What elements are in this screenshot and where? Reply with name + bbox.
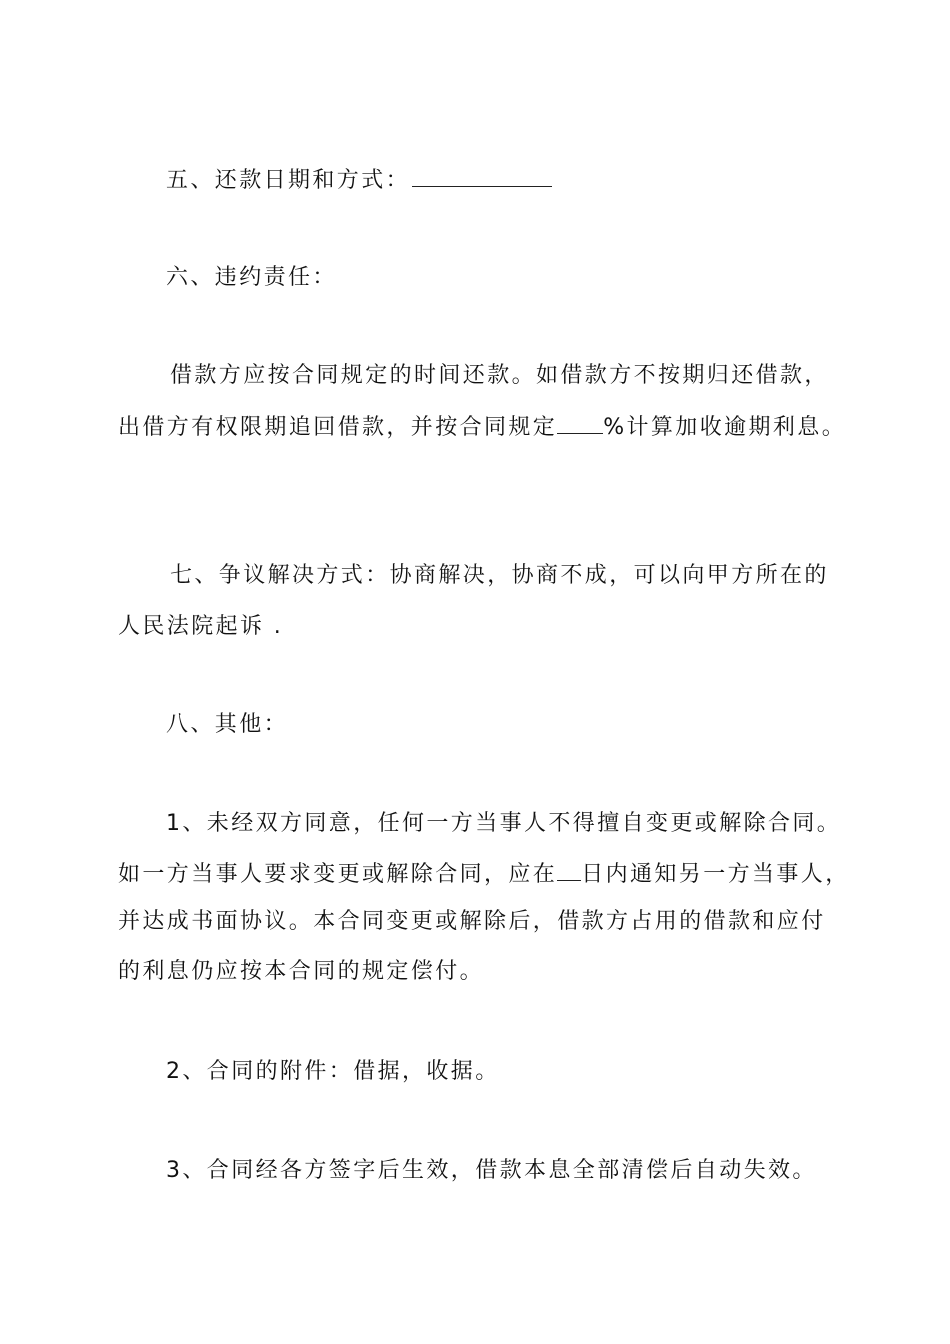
section-6-title: 六、违约责任： [166, 265, 337, 290]
section-8-item-1-line-2-a: 如一方当事人要求变更或解除合同，应在 [118, 862, 558, 887]
section-8-title: 八、其他： [166, 712, 289, 737]
section-8-item-1-line-2-b: 日内通知另一方当事人， [581, 862, 850, 887]
section-8-item-3: 3、合同经各方签字后生效，借款本息全部清偿后自动失效。 [166, 1158, 817, 1183]
repayment-method-blank [412, 166, 552, 187]
interest-rate-blank [557, 413, 603, 434]
section-5-line [166, 166, 552, 195]
section-7-line-2: 人民法院起诉 . [118, 614, 284, 639]
section-5-label: 五、还款日期和方式： [166, 168, 411, 193]
section-7-line-1: 七、争议解决方式：协商解决，协商不成，可以向甲方所在的 [170, 563, 829, 588]
section-8-item-1-line-2 [118, 860, 850, 889]
section-6-para-line-2 [118, 413, 846, 442]
section-8-item-2: 2、合同的附件：借据，收据。 [166, 1059, 500, 1084]
notice-days-blank [557, 860, 581, 881]
section-8-item-1-line-1: 1、未经双方同意，任何一方当事人不得擅自变更或解除合同。 [166, 811, 842, 836]
section-6-para-line-1: 借款方应按合同规定的时间还款。如借款方不按期归还借款， [170, 363, 829, 388]
section-6-para-line-2-a: 出借方有权限期追回借款，并按合同规定 [118, 415, 558, 440]
section-6-para-line-2-b: %计算加收逾期利息。 [603, 415, 847, 440]
section-8-item-1-line-4: 的利息仍应按本合同的规定偿付。 [118, 959, 485, 984]
section-8-item-1-line-3: 并达成书面协议。本合同变更或解除后，借款方占用的借款和应付 [118, 909, 826, 934]
